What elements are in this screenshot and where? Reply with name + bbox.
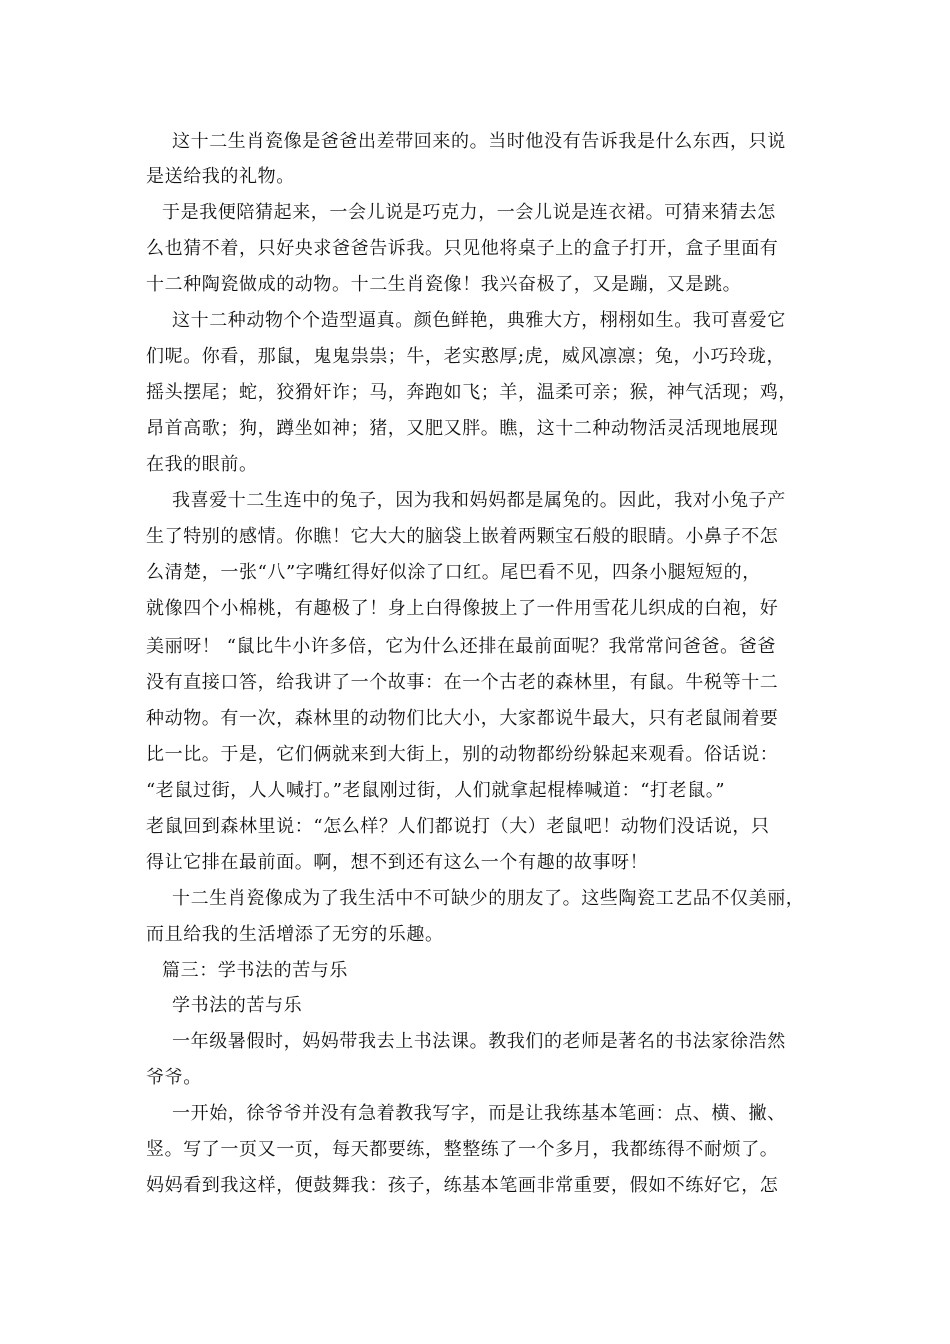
text-line: 老鼠回到森林里说：“怎么样？人们都说打（大）老鼠吧！动物们没话说，只	[146, 816, 770, 837]
article-title: 学书法的苦与乐	[172, 995, 303, 1016]
text-line: 种动物。有一次，森林里的动物们比大小，大家都说牛最大，只有老鼠闹着要	[146, 708, 779, 729]
text-line: 而且给我的生活增添了无穷的乐趣。	[146, 924, 444, 945]
text-line: 们呢。你看，那鼠，鬼鬼祟祟；牛，老实憨厚;虎，威风凛凛；兔，小巧玲珑，	[146, 346, 786, 367]
text-line: 比一比。于是，它们俩就来到大街上，别的动物都纷纷躲起来观看。俗话说：	[146, 744, 779, 765]
text-line: 昂首高歌；狗，蹲坐如神；猪，又肥又胖。瞧，这十二种动物活灵活现地展现	[146, 418, 779, 439]
text-line: 竖。写了一页又一页，每天都要练，整整练了一个多月，我都练得不耐烦了。	[146, 1139, 779, 1160]
text-line: “老鼠过街，人人喊打。”老鼠刚过街，人们就拿起棍棒喊道：“打老鼠。”	[146, 780, 726, 801]
text-line: 于是我便陪猜起来，一会儿说是巧克力，一会儿说是连衣裙。可猜来猜去怎	[162, 202, 776, 223]
text-line: 爷爷。	[146, 1067, 202, 1088]
text-line: 么也猜不着，只好央求爸爸告诉我。只见他将桌子上的盒子打开，盒子里面有	[146, 238, 779, 259]
text-line: 摇头摆尾；蛇，狡猾奸诈；马，奔跑如飞；羊，温柔可亲；猴，神气活现；鸡，	[146, 382, 797, 403]
text-line: 十二种陶瓷做成的动物。十二生肖瓷像！我兴奋极了，又是蹦，又是跳。	[146, 274, 742, 295]
text-line: 么清楚，一张“八”字嘴红得好似涂了口红。尾巴看不见，四条小腿短短的，	[146, 562, 761, 583]
text-line: 这十二生肖瓷像是爸爸出差带回来的。当时他没有告诉我是什么东西，只说	[172, 131, 786, 152]
text-line: 在我的眼前。	[146, 454, 258, 475]
text-line: 这十二种动物个个造型逼真。颜色鲜艳，典雅大方，栩栩如生。我可喜爱它	[172, 310, 786, 331]
section-heading: 篇三：学书法的苦与乐	[162, 960, 348, 981]
text-line: 一开始，徐爷爷并没有急着教我写字，而是让我练基本笔画：点、横、撇、	[172, 1103, 786, 1124]
text-line: 没有直接口答，给我讲了一个故事：在一个古老的森林里，有鼠。牛税等十二	[146, 672, 779, 693]
text-line: 一年级暑假时，妈妈带我去上书法课。教我们的老师是著名的书法家徐浩然	[172, 1031, 786, 1052]
text-line: 生了特别的感情。你瞧！它大大的脑袋上嵌着两颗宝石般的眼睛。小鼻子不怎	[146, 526, 779, 547]
text-line: 是送给我的礼物。	[146, 166, 295, 187]
text-line: 我喜爱十二生连中的兔子，因为我和妈妈都是属兔的。因此，我对小兔子产	[172, 490, 786, 511]
text-line: 得让它排在最前面。啊，想不到还有这么一个有趣的故事呀！	[146, 852, 649, 873]
text-line: 十二生肖瓷像成为了我生活中不可缺少的朋友了。这些陶瓷工艺品不仅美丽，	[172, 888, 805, 909]
text-line: 美丽呀！ “鼠比牛小许多倍，它为什么还排在最前面呢？我常常问爸爸。爸爸	[146, 636, 776, 657]
text-line: 就像四个小棉桃，有趣极了！身上白得像披上了一件用雪花儿织成的白袍，好	[146, 598, 779, 619]
text-line: 妈妈看到我这样，便鼓舞我：孩子，练基本笔画非常重要，假如不练好它，怎	[146, 1175, 779, 1196]
